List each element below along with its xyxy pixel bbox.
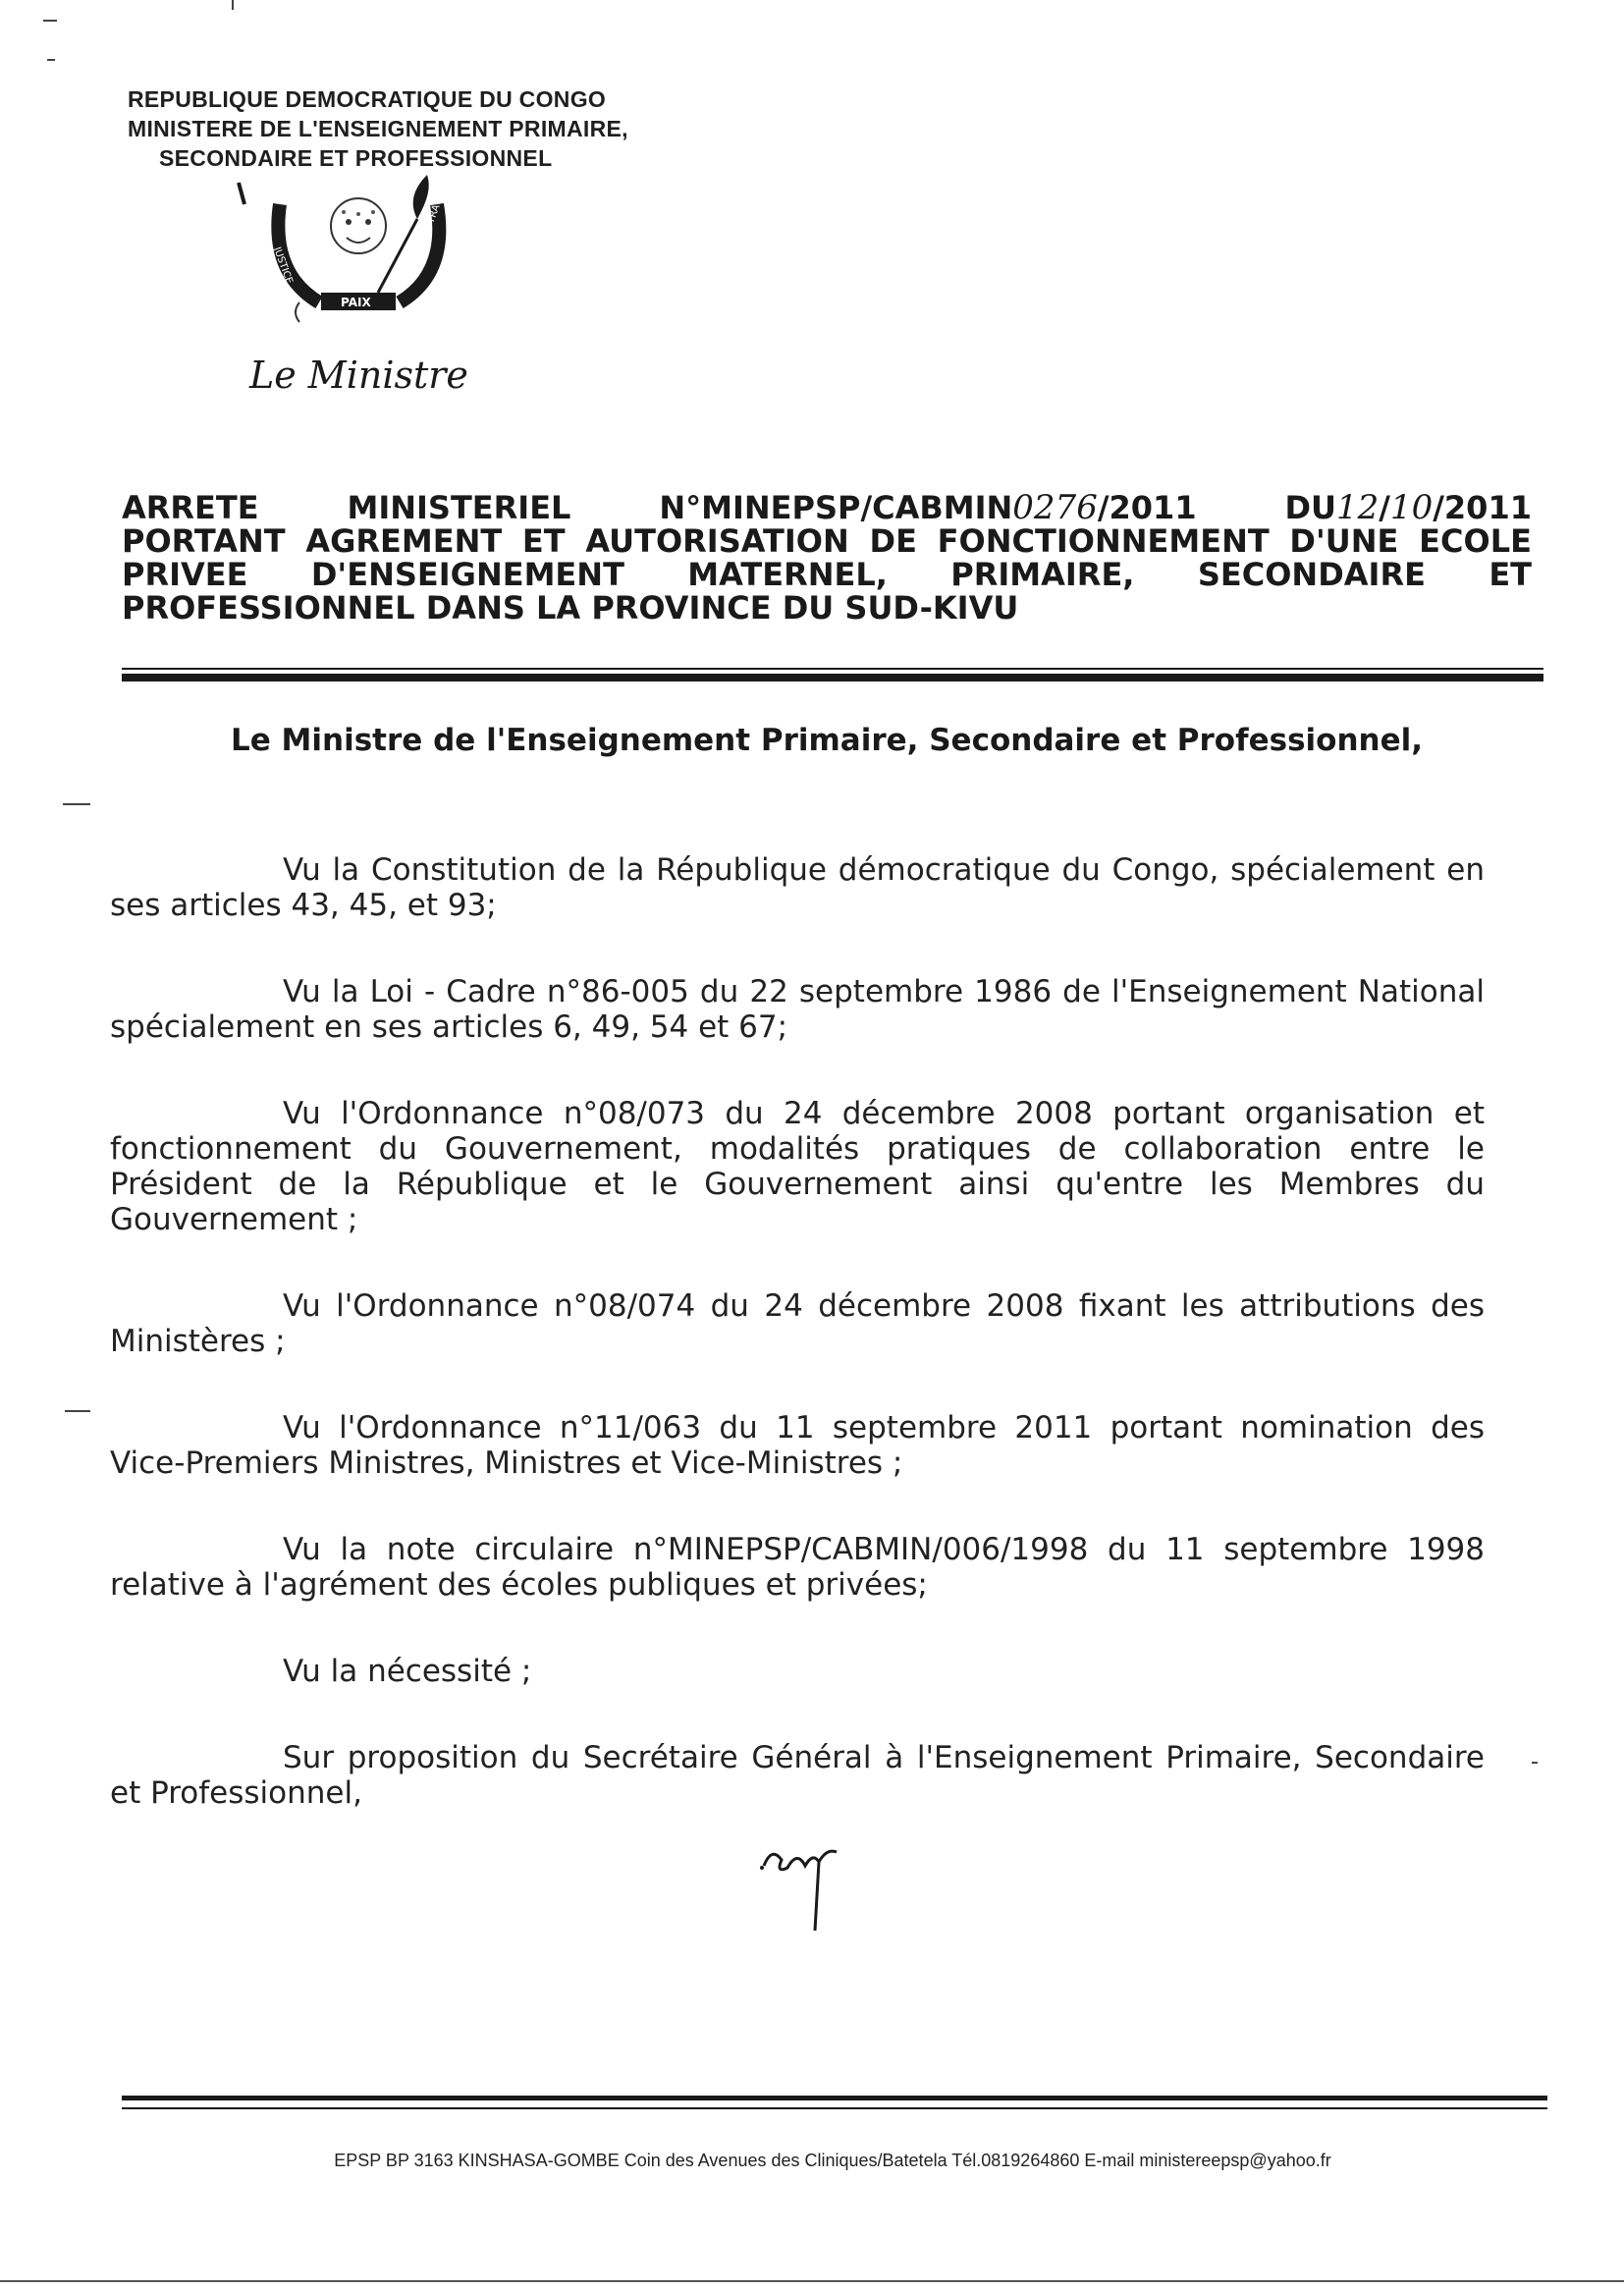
title-word: D'ENSEIGNEMENT xyxy=(310,556,624,593)
decree-number xyxy=(659,488,1197,527)
handwritten-initials xyxy=(758,1840,846,1938)
title-line-2 xyxy=(122,524,1532,558)
title-word: ARRETE xyxy=(122,489,259,526)
scan-bottom-edge xyxy=(0,2280,1624,2282)
paragraph-proposition: Sur proposition du Secrétaire Général à l'Enseignement Primaire, Secondaire et Professionnel, xyxy=(110,1740,1485,1811)
title-line-3 xyxy=(122,558,1532,591)
title-line-1 xyxy=(122,488,1532,527)
date-sep: / xyxy=(1379,489,1390,526)
decree-year: /2011 xyxy=(1097,489,1197,526)
minister-signature-title: Le Ministre xyxy=(249,354,468,397)
decree-prefix: N°MINEPSP/CABMIN xyxy=(659,489,1013,526)
title-word: AGREMENT xyxy=(305,522,503,560)
decree-handwritten-number: 0276 xyxy=(1012,488,1098,527)
title-word: PRIVEE xyxy=(122,556,248,593)
title-word: PRIMAIRE, xyxy=(950,556,1135,593)
paragraph-constitution: Vu la Constitution de la République démocratique du Congo, spécialement en ses articles 43, 45, et 93; xyxy=(110,852,1485,923)
decree-date xyxy=(1284,488,1532,527)
title-word: AUTORISATION xyxy=(585,522,849,560)
footer-address: EPSP BP 3163 KINSHASA-GOMBE Coin des Avenues des Cliniques/Batetela Tél.0819264860 E-mail ministereepsp@yahoo.fr xyxy=(334,2151,1331,2170)
scan-mark xyxy=(232,0,234,10)
paragraph-loi-cadre: Vu la Loi - Cadre n°86-005 du 22 septembre 1986 de l'Enseignement National spécialement en ses articles 6, 49, 54 et 67; xyxy=(110,974,1485,1045)
title-line-4 xyxy=(122,591,1532,625)
emblem-banner-text: PAIX xyxy=(341,296,371,309)
title-word: MATERNEL, xyxy=(687,556,888,593)
decree-title xyxy=(122,488,1532,627)
title-word: PORTANT xyxy=(122,522,286,560)
title-word: ET xyxy=(1489,556,1532,593)
coat-of-arms-emblem xyxy=(231,165,486,332)
date-year: /2011 xyxy=(1433,489,1532,526)
scan-mark xyxy=(1532,1762,1538,1764)
title-text: PROFESSIONNEL DANS LA PROVINCE DU SUD-KIVU xyxy=(122,589,1019,627)
title-word: ET xyxy=(521,522,566,560)
letterhead-ministry-cont: SECONDAIRE ET PROFESSIONNEL xyxy=(159,145,553,171)
preamble-heading: Le Ministre de l'Enseignement Primaire, Secondaire et Professionnel, xyxy=(230,723,1424,758)
paragraph-ordonnance-08-074: Vu l'Ordonnance n°08/074 du 24 décembre 2008 fixant les attributions des Ministères ; xyxy=(110,1288,1485,1359)
paragraph-note-circulaire: Vu la note circulaire n°MINEPSP/CABMIN/006/1998 du 11 septembre 1998 relative à l'agrément des écoles publiques et privées; xyxy=(110,1532,1485,1603)
date-month: 10 xyxy=(1389,488,1434,527)
scan-mark xyxy=(43,20,57,22)
title-word: D'UNE xyxy=(1289,522,1399,560)
emblem-right-text: TRAVAIL xyxy=(425,184,450,226)
title-divider xyxy=(122,674,1543,682)
document-body xyxy=(110,852,1485,1811)
title-word: FONCTIONNEMENT xyxy=(937,522,1270,560)
paragraph-ordonnance-11-063: Vu l'Ordonnance n°11/063 du 11 septembre 2011 portant nomination des Vice-Premiers Ministres, Ministres et Vice-Ministres ; xyxy=(110,1410,1485,1481)
title-divider-thin xyxy=(122,668,1543,670)
scan-mark xyxy=(47,59,55,61)
footer-divider-thin xyxy=(122,2107,1547,2109)
title-word: ECOLE xyxy=(1419,522,1532,560)
paragraph-ordonnance-08-073: Vu l'Ordonnance n°08/073 du 24 décembre 2008 portant organisation et fonctionnement du Gouvernement, modalités pratiques de collaboration entre le Président de la République et le Gouvernement ainsi qu'entre les Membres du Gouvernement ; xyxy=(110,1096,1485,1237)
title-word: SECONDAIRE xyxy=(1197,556,1426,593)
footer-divider xyxy=(122,2096,1547,2100)
letterhead xyxy=(128,84,628,173)
emblem-left-text: JUSTICE xyxy=(271,245,295,286)
title-word: DE xyxy=(869,522,917,560)
scan-mark xyxy=(65,1410,90,1412)
date-prefix: DU xyxy=(1284,489,1336,526)
scan-mark xyxy=(63,803,90,805)
paragraph-necessite: Vu la nécessité ; xyxy=(283,1654,532,1689)
date-day: 12 xyxy=(1336,488,1380,527)
title-word: MINISTERIEL xyxy=(347,489,571,526)
letterhead-ministry: MINISTERE DE L'ENSEIGNEMENT PRIMAIRE, xyxy=(128,116,628,141)
letterhead-country: REPUBLIQUE DEMOCRATIQUE DU CONGO xyxy=(128,86,607,112)
